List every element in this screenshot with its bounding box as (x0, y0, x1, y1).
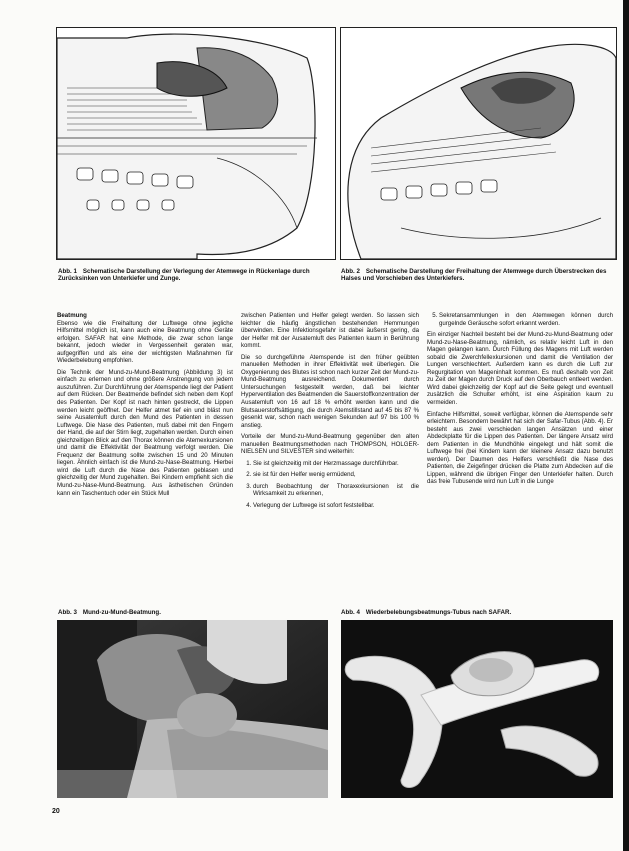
figure-4-caption-text: Wiederbelebungsbeatmungs-Tubus nach SAFAR. (365, 609, 512, 616)
figure-2-caption-text: Schematische Darstellung der Freihaltung der Atemwege durch Überstrecken des Halses und Vorschieben des Unterkiefers. (341, 268, 607, 283)
figure-3-caption (58, 609, 328, 616)
binding-edge (623, 0, 629, 851)
figure-3-caption-text: Mund-zu-Mund-Beatmung. (82, 609, 161, 616)
rescuer-breathing-photo (57, 620, 328, 798)
list-item: 5. Sekretansammlungen in den Atemwegen können durch gurgelnde Geräusche sofort erkannt werden. (439, 312, 613, 327)
paragraph: Einfache Hilfsmittel, soweit verfügbar, können die Atemspende sehr erleichtern. Besondern bewährt hat sich der Safar-Tubus (Abb. 4). Er besteht aus zwei verschieden langen Ansätzen und einer Abdeckplatte für die Lippen des Patienten. Der längere Ansatz wird dem Patienten in die Mundhöhle eingelegt und hält somit die Luftwege frei (bei Kindern kann der kleinere Ansatz dazu benutzt werden). Der Daumen des Helfers verschließt die Nase des Patienten, die Zeigefinger drücken die Platte zum Abdecken auf die Lippen, während die übrigen Finger den Unterkiefer halten. Durch das freie Tubusende wird nun Luft in die Lunge (427, 410, 613, 486)
figure-3-photo (57, 620, 328, 798)
figure-2-diagram (340, 27, 617, 260)
airway-open-illustration (341, 28, 616, 259)
text-column-2 (241, 312, 419, 514)
figure-4-number: Abb. 4 (341, 609, 360, 616)
paragraph: Die so durchgeführte Atemspende ist den früher geübten manuellen Methoden in ihrer Effektivität weit überlegen. Die Oxygenierung des Blutes ist schon nach kurzer Zeit der Mund-zu-Mund-Beatmung ausreichend. Dokumentiert durch Untersuchungen festgestellt werden, daß bei leichter Hyperventilation des Beatmenden die Sauerstoffkonzentration der Ausatemluft von 16 auf 18 % erhöht werden kann und die Blutsauerstoffsättigung, die durch Atemstillstand auf 45 bis 87 % gesenkt war, schon nach wenigen Sekunden auf 97 bis 100 % anstieg. (241, 353, 419, 429)
list-item: 2. sie ist für den Helfer wenig ermüdend, (253, 471, 419, 479)
paragraph: Vorteile der Mund-zu-Mund-Beatmung gegenüber den alten manuellen Beatmungsmethoden nach THOMPSON, HOLGER-NIELSEN und SILVESTER sind weiterhin: (241, 433, 419, 456)
figure-4-caption (341, 609, 613, 616)
figure-1-number: Abb. 1 (58, 268, 77, 275)
figure-3-number: Abb. 3 (58, 609, 77, 616)
list-item: 1. Sie ist gleichzeitig mit der Herzmassage durchführbar. (253, 460, 419, 468)
figure-2-caption (341, 268, 613, 283)
figure-2-number: Abb. 2 (341, 268, 360, 275)
safar-tube-photo (341, 620, 613, 798)
text-column-1 (57, 312, 233, 501)
section-heading: Beatmung (57, 312, 87, 319)
paragraph: zwischen Patienten und Helfer gelegt werden. So lassen sich leichter die häufig ängstlichen bestehenden Hemmungen überwinden. Eine Infektionsgefahr ist dabei äußerst gering, da der Helfer mit der Ausatemluft des Patienten kaum in Berührung kommt. (241, 312, 419, 350)
page-number: 20 (52, 808, 60, 815)
figure-1-caption (58, 268, 334, 283)
figure-1-diagram (56, 27, 336, 260)
figure-1-caption-text: Schematische Darstellung der Verlegung der Atemwege in Rückenlage durch Zurücksinken von Unterkiefer und Zunge. (58, 268, 310, 283)
figure-4-photo (341, 620, 613, 798)
list-item: 4. Verlegung der Luftwege ist sofort feststellbar. (253, 502, 419, 510)
list-item: 3. durch Beobachtung der Thoraxexkursionen ist die Wirksamkeit zu erkennen, (253, 483, 419, 498)
text-column-3 (427, 312, 613, 490)
airway-obstructed-illustration (57, 28, 335, 259)
paragraph: Ein einziger Nachteil besteht bei der Mund-zu-Mund-Beatmung oder Mund-zu-Nase-Beatmung, nämlich, es relativ leicht Luft in den Magen gelangen kann. Durch Füllung des Magens mit Luft werden sobald die Zwerchfellexkursionen und damit die Ventilation der Lungen verschlechtert. Außerdem kann es durch die Luft zur Regurgitation von Mageninhalt kommen. Es muß deshalb von Zeit zu Zeit der Magen durch Druck auf den Oberbauch entleert werden. Wird dabei gleichzeitig der Kopf auf die Seite gelegt und eventuell zusätzlich die Schulter erhöht, ist eine Aspiration kaum zu vermeiden. (427, 331, 613, 407)
paragraph: Die Technik der Mund-zu-Mund-Beatmung (Abbildung 3) ist einfach zu erlernen und ohne größere Anstrengung von jedem auszuführen. Zur Durchführung der Atemspende liegt der Patient auf dem Rücken. Der Beatmende befindet sich neben dem Kopf des Patienten. Der Kopf ist nach hinten gestreckt, die Lippen werden leicht geöffnet. Der Helfer atmet tief ein und bläst nun seine Ausatemluft durch den Mund des Patienten in dessen Luftwege. Die Nase des Patienten, muß dabei mit den Fingern der Hand, die auf der Stirn liegt, zugehalten werden. Durch einen gleichzeitigen Blick auf den Thorax können die Atemexkursionen und damit die Effektivität der Beatmung verfolgt werden. Die Frequenz der Beatmung sollte zwischen 15 und 20 Minuten liegen. Ähnlich einfach ist die Mund-zu-Nase-Beatmung. Hierbei wird die Luft durch die Nase des Patienten geblasen und gleichzeitig der Mund zugehalten. Bei Kindern empfiehlt sich die Mund-zu-Nase-Mund-Beatmung. Aus ästhetischen Gründen kann ein Taschentuch oder ein Stück Mull (57, 368, 233, 497)
paragraph: Ebenso wie die Freihaltung der Luftwege ohne jegliche Hilfsmittel möglich ist, kann auch eine Beatmung ohne Geräte erfolgen. SAFAR hat eine Methode, die zwar schon lange bekannt, jedoch wieder in Vergessenheit geraten war, aufgegriffen und als eine der wichtigsten Maßnahmen für Wiederbelebung empfohlen. (57, 319, 233, 365)
